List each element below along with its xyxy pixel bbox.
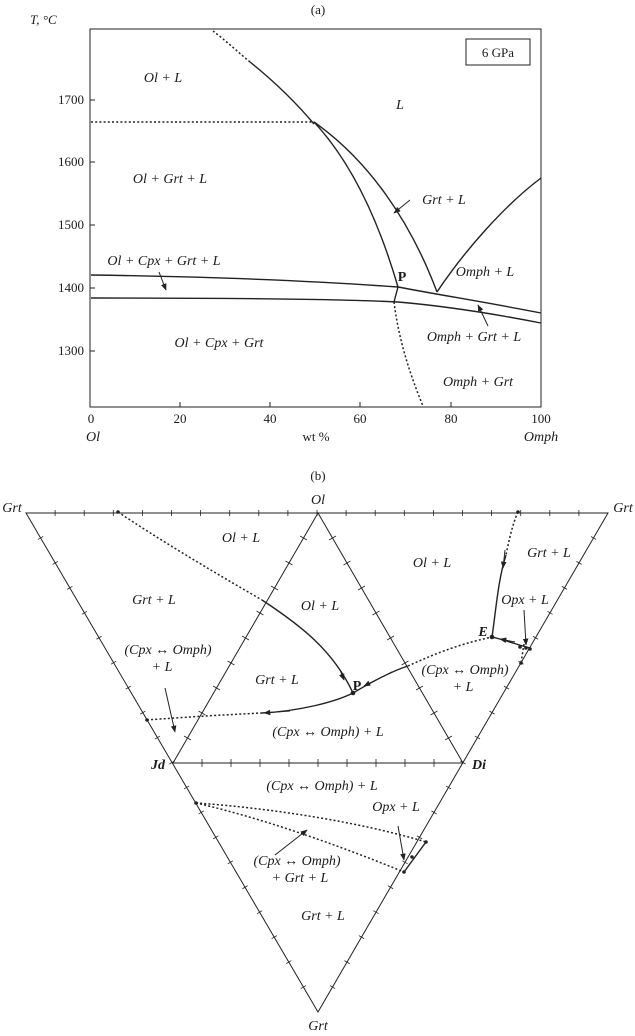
x-tick-label-20: 20: [173, 411, 187, 426]
edge-tick: [271, 586, 278, 590]
y-tick-label-1300: 1300: [58, 343, 84, 358]
curve-p-left: [262, 693, 353, 713]
olivine-liquidus-dashed: [213, 31, 250, 62]
edge-tick: [213, 686, 220, 690]
edge-tick: [286, 961, 291, 964]
solidus: [91, 298, 541, 323]
edge-tick: [286, 561, 293, 565]
point-e-label: E: [478, 625, 488, 640]
edge-tick: [388, 886, 393, 889]
field-ol-l-center: Ol + L: [300, 599, 340, 614]
x-tick-label-100: 100: [531, 411, 551, 426]
pressure-label: 6 GPa: [481, 45, 515, 60]
edge-tick: [111, 661, 116, 664]
vertex-grt-right: Grt: [613, 501, 633, 516]
point-opx-2: [524, 646, 528, 650]
edge-tick: [272, 936, 277, 939]
edge-tick: [301, 986, 306, 989]
y-tick-label-1400: 1400: [58, 280, 84, 295]
field-omph-grt-l: Omph + Grt + L: [426, 330, 522, 345]
edge-tick: [242, 636, 249, 640]
field-ol-l-left: Ol + L: [221, 531, 261, 546]
field-cpx-omph-l-left-1: (Cpx ↔ Omph): [124, 643, 212, 658]
edge-tick: [96, 636, 101, 639]
vertex-jd: Jd: [151, 758, 165, 773]
vertex-grt-left: Grt: [2, 501, 22, 516]
edge-tick: [504, 686, 509, 689]
edge-tick: [344, 561, 351, 565]
edge-tick: [199, 711, 206, 715]
edge-tick: [576, 561, 581, 564]
field-cpx-omph-l-lower: (Cpx ↔ Omph) + L: [266, 779, 378, 794]
panel-b-ternary-diagram: [2, 468, 634, 1034]
field-cpx-omph-l-center: (Cpx ↔ Omph) + L: [272, 725, 384, 740]
edge-tick: [126, 686, 131, 689]
field-ol-cpx-grt: Ol + Cpx + Grt: [174, 336, 264, 351]
phase-boundaries-a: [91, 31, 541, 406]
x-axis-label: wt %: [302, 429, 330, 444]
field-grt-l: Grt + L: [422, 193, 466, 208]
field-omph-l: Omph + L: [455, 265, 515, 280]
edge-tick: [228, 861, 233, 864]
edge-tick: [358, 586, 365, 590]
edge-tick: [445, 736, 452, 740]
edge-tick: [562, 586, 567, 589]
arrow-ol-cpx-grt-l: [159, 272, 166, 290]
x-tick-label-80: 80: [444, 411, 458, 426]
point-lower-left: [194, 801, 198, 805]
pointer-opx-l-lower: [398, 826, 404, 860]
x-axis-ticks: [88, 402, 551, 426]
field-opx-l-lower: Opx + L: [372, 800, 420, 815]
edge-tick: [431, 711, 438, 715]
point-opx-1: [518, 645, 522, 649]
olivine-out-dashed: [394, 302, 423, 406]
edge-tick: [402, 861, 407, 864]
point-p-label-b: P: [352, 679, 362, 694]
field-cpx-omph-grt-l-2: + Grt + L: [271, 871, 329, 886]
field-cpx-omph-l-right-2: + L: [452, 680, 474, 695]
curve-e-right: [492, 637, 530, 648]
panel-a-binary-diagram: [30, 2, 558, 445]
field-ol-l: Ol + L: [143, 71, 183, 86]
y-axis-ticks: [58, 92, 95, 358]
point-lower-right-3: [402, 870, 406, 874]
field-cpx-omph-grt-l-1: (Cpx ↔ Omph): [253, 854, 341, 869]
vertex-ol: Ol: [311, 493, 325, 508]
pointer-cpx-omph-l-left: [165, 688, 175, 732]
x-tick-label-0: 0: [87, 411, 95, 426]
olivine-saturation-curve: [314, 122, 398, 287]
vertex-grt-bottom: Grt: [308, 1019, 328, 1034]
edge-tick: [140, 711, 145, 714]
point-opx-4: [519, 661, 523, 665]
edge-tick: [344, 961, 349, 964]
vertex-di: Di: [472, 758, 486, 773]
edge-tick: [431, 811, 436, 814]
pointer-opx-l-top: [524, 610, 526, 645]
point-p-a: P: [397, 270, 407, 285]
edge-tick: [184, 786, 189, 789]
edge-tick: [38, 536, 43, 539]
point-top-left-end: [116, 510, 120, 514]
edge-tick: [446, 786, 451, 789]
point-lower-right-2: [410, 855, 414, 859]
cpx-in-boundary: [91, 275, 541, 313]
y-tick-label-1500: 1500: [58, 217, 84, 232]
garnet-liquidus: [314, 122, 437, 292]
point-top-right-end: [516, 510, 520, 514]
x-end-label-ol: Ol: [86, 430, 100, 445]
y-tick-label-1600: 1600: [58, 154, 84, 169]
edge-tick: [228, 661, 235, 665]
edge-tick: [330, 986, 335, 989]
point-opx-3: [528, 647, 532, 651]
y-tick-label-1700: 1700: [58, 92, 84, 107]
edge-tick: [53, 561, 58, 564]
field-ol-grt-l: Ol + Grt + L: [132, 172, 208, 187]
edge-tick: [591, 536, 596, 539]
y-axis-label: T, °C: [30, 12, 57, 27]
point-e-dot: [490, 635, 495, 640]
edge-tick: [387, 636, 394, 640]
panel-b-tag: (b): [310, 468, 326, 483]
edge-tick: [402, 661, 409, 665]
edge-tick: [242, 886, 247, 889]
point-left-end: [145, 718, 149, 722]
curve-upper-left-dashed: [118, 512, 262, 600]
field-grt-l-left: Grt + L: [132, 593, 176, 608]
x-tick-label-60: 60: [353, 411, 367, 426]
edge-tick: [82, 611, 87, 614]
field-grt-l-center: Grt + L: [255, 673, 299, 688]
field-ol-cpx-grt-l: Ol + Cpx + Grt + L: [107, 254, 221, 269]
field-opx-l-top: Opx + L: [501, 593, 549, 608]
edge-tick: [184, 736, 191, 740]
edge-tick: [155, 736, 160, 739]
arrow-grt-l: [394, 200, 410, 213]
field-omph-grt: Omph + Grt: [442, 375, 514, 390]
edge-tick: [199, 811, 204, 814]
edge-tick: [475, 736, 480, 739]
edge-tick: [533, 636, 538, 639]
panel-a-tag: (a): [310, 2, 326, 17]
edge-tick: [489, 711, 494, 714]
edge-tick: [329, 536, 336, 540]
edge-tick: [373, 611, 380, 615]
edge-tick: [67, 586, 72, 589]
field-cpx-omph-l-right-1: (Cpx ↔ Omph): [421, 663, 509, 678]
field-l: L: [396, 98, 404, 113]
edge-tick: [417, 836, 422, 839]
edge-tick: [373, 911, 378, 914]
field-grt-l-right: Grt + L: [527, 546, 571, 561]
curve-to-e-dashed: [408, 637, 492, 666]
p-point-link: [394, 287, 398, 302]
pointer-cpx-omph-grt-l: [275, 830, 307, 855]
arrow-omph-grt-l: [478, 305, 488, 326]
field-grt-l-bottom: Grt + L: [301, 909, 345, 924]
edge-tick: [213, 836, 218, 839]
olivine-liquidus: [250, 62, 314, 124]
edge-tick: [416, 686, 423, 690]
field-ol-l-right: Ol + L: [412, 556, 452, 571]
edge-tick: [300, 536, 307, 540]
edge-tick: [257, 611, 264, 615]
edge-tick: [359, 936, 364, 939]
curve-top-right-dashed: [506, 512, 518, 555]
field-cpx-omph-l-left-2: + L: [151, 660, 173, 675]
x-tick-label-40: 40: [263, 411, 277, 426]
dir-arrow-e-to-p: [364, 672, 392, 686]
x-end-label-omph: Omph: [523, 430, 559, 445]
point-lower-right-1: [424, 840, 428, 844]
edge-tick: [547, 611, 552, 614]
curve-lower-link: [404, 842, 426, 872]
edge-tick: [257, 911, 262, 914]
